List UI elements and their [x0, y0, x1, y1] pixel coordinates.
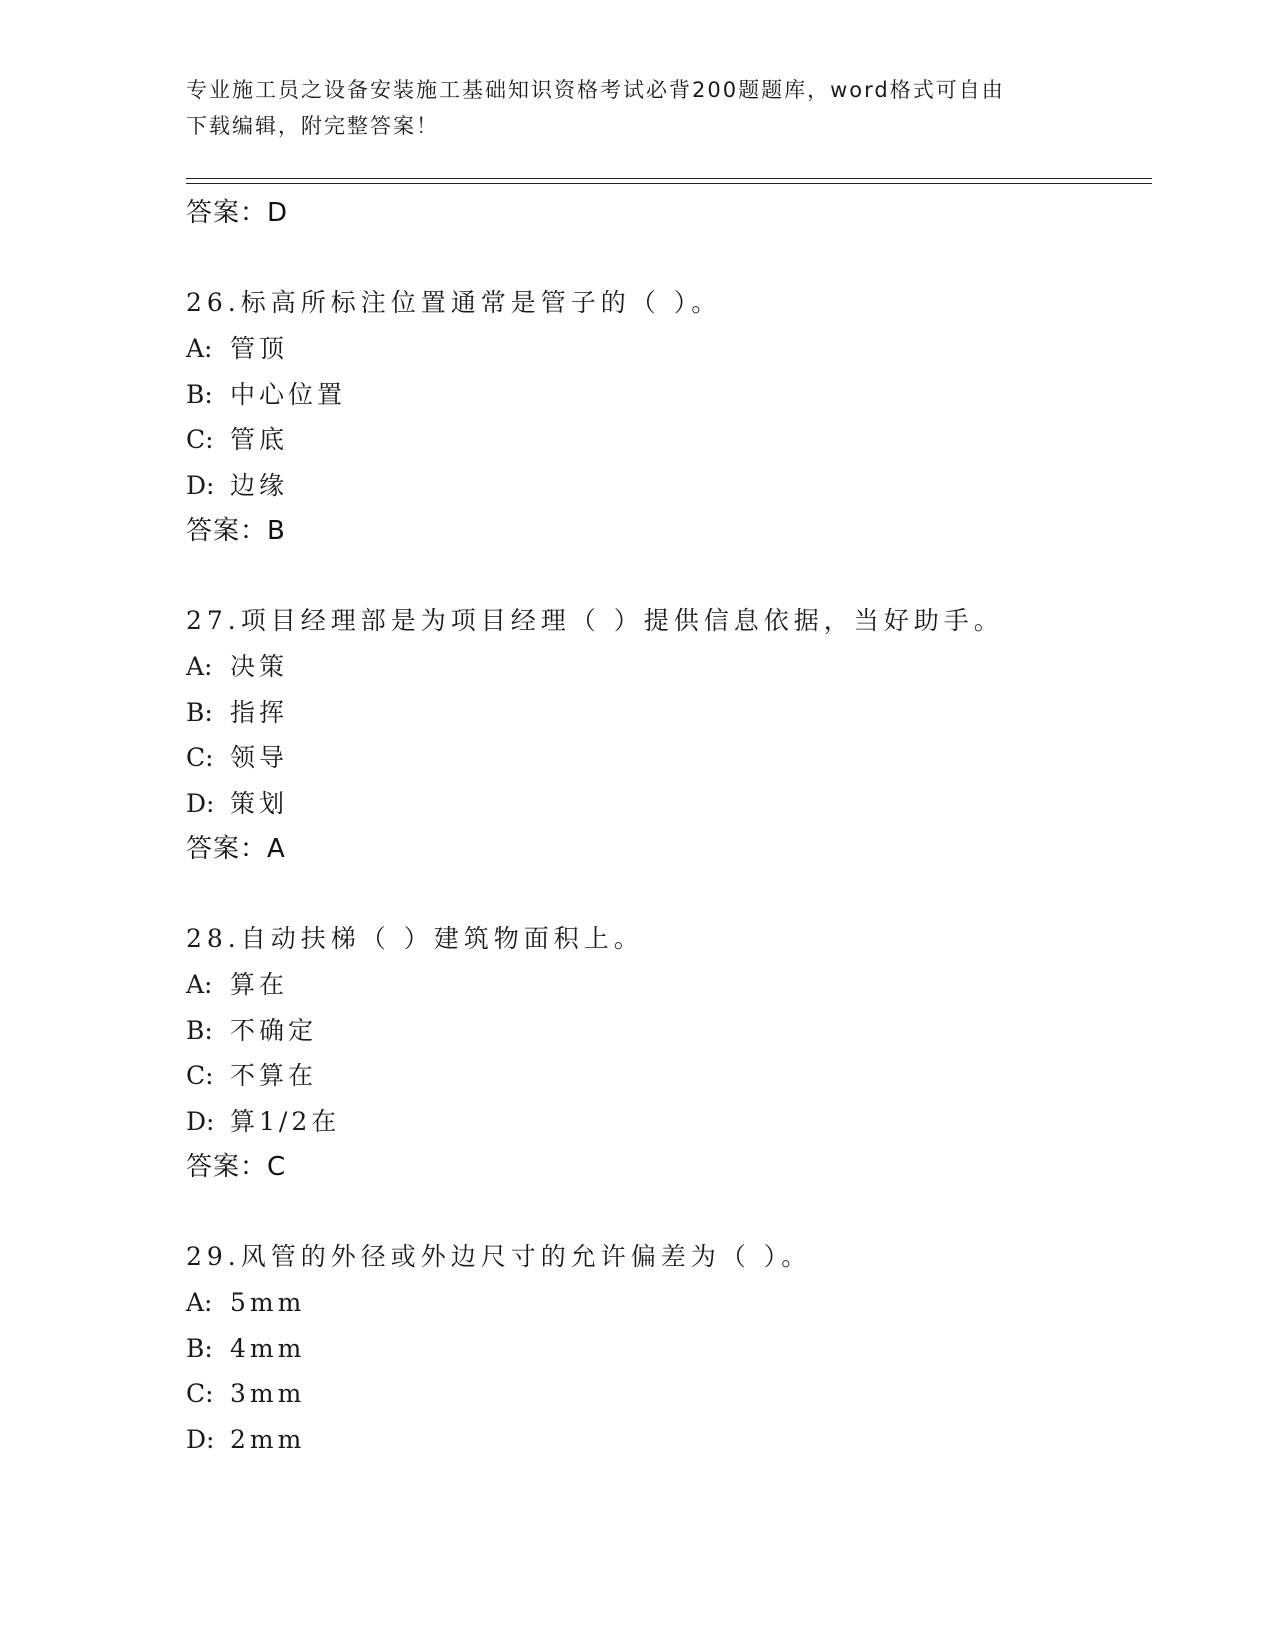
option-b — [186, 1326, 1146, 1372]
option-text: 边缘 — [230, 470, 289, 500]
question-text: 29.风管的外径或外边尺寸的允许偏差为（ ）。 — [186, 1242, 812, 1271]
option-d — [186, 1099, 1146, 1145]
option-key: D: — [186, 470, 215, 500]
option-key: D: — [186, 1424, 215, 1454]
option-key: A: — [186, 334, 213, 363]
option-text: 不算在 — [230, 1061, 318, 1090]
answer-line-25: 答案：D — [186, 198, 289, 228]
option-text: 管底 — [230, 425, 289, 454]
option-key: D: — [186, 1106, 215, 1136]
question-28 — [186, 916, 1146, 1190]
option-key: A: — [186, 1288, 213, 1317]
option-text: 决策 — [230, 652, 289, 681]
option-key: B: — [186, 697, 213, 727]
option-key: C: — [186, 1379, 214, 1408]
option-text: 指挥 — [230, 697, 289, 727]
answer-line: 答案：B — [186, 516, 286, 546]
option-b — [186, 1008, 1146, 1054]
option-a — [186, 1280, 1146, 1326]
option-c — [186, 417, 1146, 463]
option-key: C: — [186, 1061, 214, 1090]
option-b — [186, 372, 1146, 418]
question-text: 27.项目经理部是为项目经理（ ）提供信息依据，当好助手。 — [186, 606, 1004, 635]
option-c — [186, 735, 1146, 781]
question-26 — [186, 280, 1146, 554]
answer-line: 答案：C — [186, 1152, 287, 1182]
option-c — [186, 1053, 1146, 1099]
option-key: B: — [186, 1333, 213, 1363]
option-b — [186, 690, 1146, 736]
option-a — [186, 962, 1146, 1008]
option-text: 5mm — [230, 1288, 306, 1317]
header-divider-top — [186, 178, 1152, 179]
option-text: 不确定 — [230, 1015, 318, 1045]
option-key: A: — [186, 970, 213, 999]
option-text: 管顶 — [230, 334, 289, 363]
header-line-1: 专业施工员之设备安装施工基础知识资格考试必背200题题库，word格式可自由 — [186, 78, 1005, 102]
option-c — [186, 1371, 1146, 1417]
option-d — [186, 463, 1146, 509]
question-list — [186, 190, 1146, 1462]
question-text: 28.自动扶梯（ ）建筑物面积上。 — [186, 924, 644, 953]
option-text: 策划 — [230, 788, 289, 818]
header-divider-bottom — [186, 183, 1152, 184]
option-text: 3mm — [230, 1379, 306, 1408]
question-29 — [186, 1234, 1146, 1462]
option-key: B: — [186, 379, 213, 409]
question-27 — [186, 598, 1146, 872]
option-key: D: — [186, 788, 215, 818]
option-d — [186, 1417, 1146, 1463]
option-key: C: — [186, 743, 214, 772]
option-text: 领导 — [230, 743, 289, 772]
header-line-2: 下载编辑，附完整答案！ — [186, 114, 439, 138]
option-key: C: — [186, 425, 214, 454]
option-a — [186, 644, 1146, 690]
option-d — [186, 781, 1146, 827]
option-key: B: — [186, 1015, 213, 1045]
option-text: 2mm — [230, 1424, 306, 1454]
option-key: A: — [186, 652, 213, 681]
option-text: 中心位置 — [230, 379, 347, 409]
option-a — [186, 326, 1146, 372]
option-text: 4mm — [230, 1333, 306, 1363]
option-text: 算1/2在 — [230, 1106, 341, 1136]
question-text: 26.标高所标注位置通常是管子的（ ）。 — [186, 288, 722, 317]
answer-line: 答案：A — [186, 834, 286, 864]
page-header — [186, 72, 1086, 144]
option-text: 算在 — [230, 970, 289, 999]
